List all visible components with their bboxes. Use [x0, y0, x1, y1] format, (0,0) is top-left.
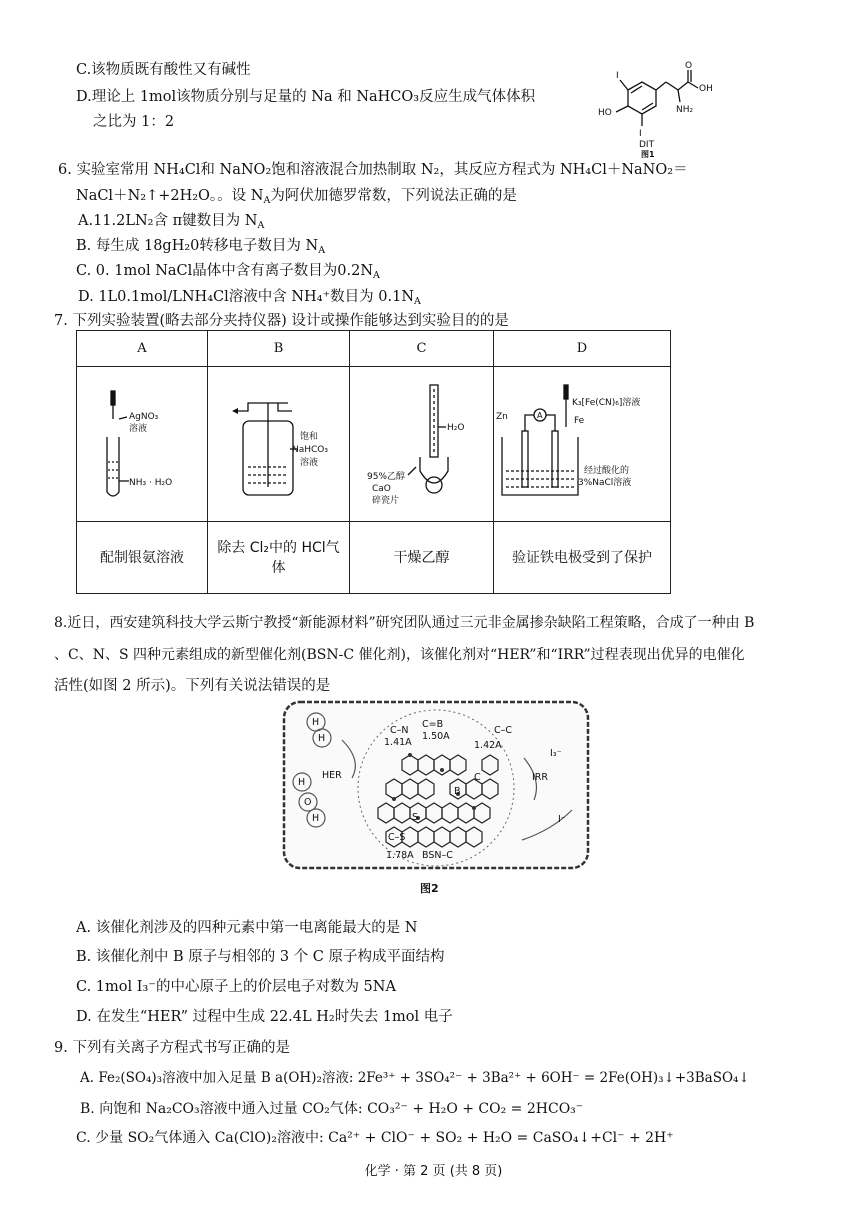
q7-caption-b: 除去 Cl₂中的 HCl气体	[208, 522, 350, 594]
h-atom-1: H	[312, 717, 320, 728]
q8-option-d: D. 在发生“HER” 过程中生成 22.4L H₂时失去 1mol 电子	[76, 1009, 453, 1025]
bond-length-cc: 1.42A	[474, 740, 502, 751]
page-footer: 化学 · 第 2 页 (共 8 页)	[364, 1164, 503, 1179]
h-atom-2: H	[318, 733, 326, 744]
q7-header-b: B	[208, 331, 350, 367]
q5-option-d-line1: D.理论上 1mol该物质分别与足量的 Na 和 NaHCO₃反应生成气体体积	[76, 89, 536, 105]
q6-option-a: A.11.2LN₂含 π键数目为 $N_A$	[78, 213, 265, 231]
irr-label: IRR	[532, 772, 549, 783]
q6-option-b: B. 每生成 18gH₂0转移电子数目为 $N_A$	[76, 238, 326, 256]
q8-stem-line2: 、C、N、S 四种元素组成的新型催化剂(BSN-C 催化剂)，该催化剂对“HER”和“IRR”过程表现出优异的电催化	[54, 647, 745, 663]
atom-c-label: C	[474, 772, 481, 783]
q8-stem-line3: 活性(如图 2 所示)。下列有关说法错误的是	[54, 678, 331, 694]
q7-header-d: D	[494, 331, 671, 367]
q7-header-c: C	[350, 331, 494, 367]
q7-caption-a: 配制银氨溶液	[77, 522, 208, 594]
q8-option-c: C. 1mol I₃⁻的中心原子上的价层电子对数为 5NA	[76, 979, 396, 995]
q6-stem-line2: NaCl＋N₂↑+2H₂O。。设 $N_A$为阿伏加德罗常数，下列说法正确的是	[76, 188, 517, 206]
q7-figure-d	[494, 367, 670, 517]
bond-label-cn: C–N	[390, 725, 409, 736]
atom-b-label: B	[454, 786, 461, 797]
bsn-c-label: BSN–C	[422, 850, 453, 861]
bond-label-cs: C–S	[388, 832, 406, 843]
q8-stem-line1: 8.近日，西安建筑科技大学云斯宁教授“新能源材料”研究团队通过三元非金属掺杂缺陷工程策略，合成了一种由 B	[54, 615, 755, 631]
q7-figure-c	[350, 367, 493, 517]
q7-figure-b	[208, 367, 349, 517]
figure-d-label-6: 3%NaCl溶液	[578, 478, 632, 488]
o-atom: O	[304, 797, 312, 808]
dit-carbonyl-o: O	[685, 61, 693, 71]
bond-length-cn: 1.41A	[384, 737, 412, 748]
figure-a-reagent-2: 溶液	[129, 424, 148, 434]
q7-caption-c: 干燥乙醇	[350, 522, 494, 594]
q7-options-table	[76, 330, 671, 594]
q9-option-c: C. 少量 SO₂气体通入 Ca(ClO)₂溶液中: Ca²⁺ + ClO⁻ + SO₂ + H₂O = CaSO₄↓+Cl⁻ + 2H⁺	[76, 1130, 674, 1146]
figure-b-label-3: 溶液	[300, 458, 319, 468]
q7-figure-d-cell	[494, 367, 671, 522]
figure1-caption: 图1	[641, 150, 655, 158]
figure-d-label-1: K₃[Fe(CN)₆]溶液	[572, 398, 641, 408]
q5-option-d-line2: 之比为 1：2	[93, 114, 175, 130]
q7-caption-d: 验证铁电极受到了保护	[494, 522, 671, 594]
q6-stem-line1: 6. 实验室常用 NH₄Cl和 NaNO₂饱和溶液混合加热制取 N₂，其反应方程式为 NH₄Cl＋NaNO₂＝	[58, 162, 688, 178]
figure-a-reagent-3: NH₃ · H₂O	[129, 478, 173, 488]
ammeter-label: A	[537, 411, 543, 420]
q9-option-b: B. 向饱和 Na₂CO₃溶液中通入过量 CO₂气体: CO₃²⁻ + H₂O + CO₂ = 2HCO₃⁻	[80, 1101, 584, 1117]
q7-stem: 7. 下列实验装置(略去部分夹持仪器) 设计或操作能够达到实验目的的是	[54, 313, 509, 329]
dit-iodine-bottom: I	[639, 129, 642, 139]
bond-length-cb: 1.50A	[422, 731, 450, 742]
dit-structure-figure	[590, 58, 730, 158]
figure-c-label-1: H₂O	[447, 423, 465, 433]
bond-label-cb: C=B	[422, 719, 444, 730]
figure-c-label-4: 碎瓷片	[372, 496, 400, 506]
triiodide-label: I₃⁻	[550, 748, 562, 759]
h-atom-4: H	[312, 813, 320, 824]
q7-figure-a	[77, 367, 207, 517]
dit-amino: NH₂	[676, 105, 694, 115]
figure-d-label-3: Fe	[574, 416, 585, 426]
figure-b-label-1: 饱和	[300, 432, 319, 442]
figure-c-label-3: CaO	[372, 484, 391, 494]
q8-option-a: A. 该催化剂涉及的四种元素中第一电离能最大的是 N	[76, 920, 418, 936]
q6-option-c: C. 0. 1mol NaCl晶体中含有离子数目为$0.2N_A$	[76, 263, 380, 281]
q7-figure-b-cell	[208, 367, 350, 522]
h-atom-3: H	[298, 777, 306, 788]
q7-figure-c-cell	[350, 367, 494, 522]
bond-length-cs: 1.78A	[386, 850, 414, 861]
q9-stem: 9. 下列有关离子方程式书写正确的是	[54, 1040, 290, 1056]
dit-acid-oh: OH	[699, 84, 713, 94]
bond-label-cc: C–C	[494, 725, 513, 736]
dit-label: DIT	[639, 140, 655, 150]
dit-iodine-top: I	[616, 71, 619, 81]
figure-c-label-2: 95%乙醇	[367, 472, 406, 482]
figure-d-label-2: Zn	[496, 412, 508, 422]
atom-s-label: S	[412, 812, 419, 823]
bsn-c-catalyst-figure	[282, 700, 590, 870]
q7-figure-a-cell	[77, 367, 208, 522]
iodide-label: I⁻	[558, 814, 566, 825]
q9-option-a: A. Fe₂(SO₄)₃溶液中加入足量 B a(OH)₂溶液: 2Fe³⁺ + 3SO₄²⁻ + 3Ba²⁺ + 6OH⁻ = 2Fe(OH)₃↓+3BaSO₄↓	[80, 1070, 750, 1086]
figure-a-reagent-1: AgNO₃	[129, 412, 159, 422]
figure-b-label-2: NaHCO₃	[292, 445, 328, 455]
q8-option-b: B. 该催化剂中 B 原子与相邻的 3 个 C 原子构成平面结构	[76, 949, 445, 965]
q5-option-c: C.该物质既有酸性又有碱性	[76, 62, 251, 78]
dit-hydroxyl: HO	[598, 108, 612, 118]
figure2-caption: 图2	[420, 882, 439, 895]
q7-header-a: A	[77, 331, 208, 367]
figure-d-label-5: 经过酸化的	[584, 466, 630, 476]
q6-option-d: D. 1L0.1mol/LNH₄Cl溶液中含 NH₄⁺数目为 $0.1N_A$	[78, 289, 421, 307]
her-label: HER	[322, 770, 342, 781]
